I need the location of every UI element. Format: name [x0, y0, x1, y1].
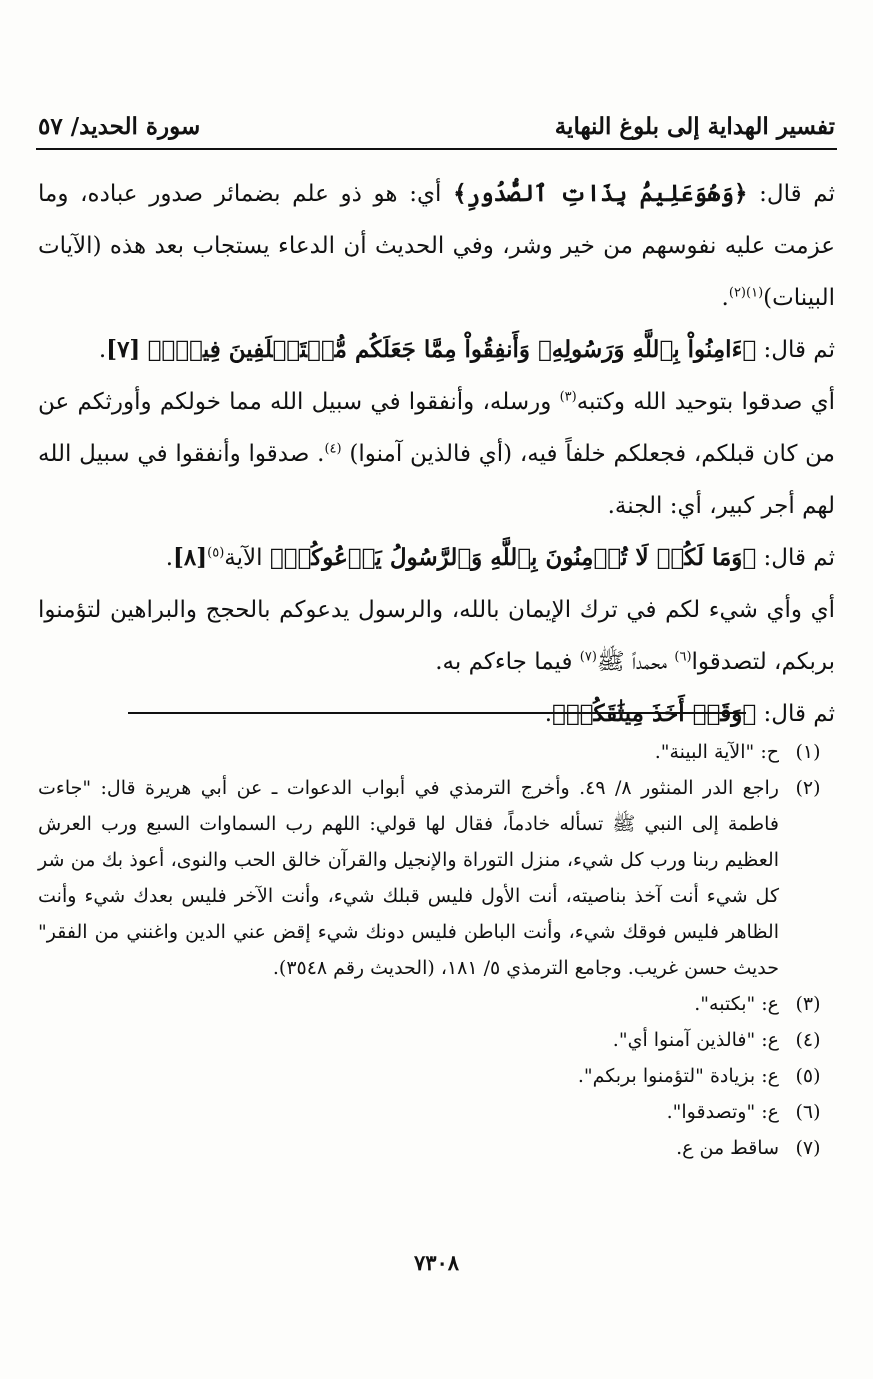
footnote-ref: (١)(٢)	[728, 285, 764, 301]
commentary: الآية	[224, 545, 270, 571]
footnote-number: (٤)	[795, 1029, 821, 1051]
footnote	[38, 1058, 837, 1094]
paragraph-2	[38, 324, 835, 376]
footnote-ref: (٧)	[579, 649, 597, 665]
footnote	[38, 1094, 837, 1130]
footnote-text: ساقط من ع.	[676, 1137, 779, 1159]
ayah-number: [٨]	[173, 544, 208, 571]
footnote-text: ع: بزيادة "لتؤمنوا بربكم".	[577, 1065, 779, 1087]
page-number: ٧٣٠٨	[413, 1250, 460, 1275]
footnote-number: (٢)	[795, 777, 821, 799]
spacer	[140, 337, 147, 363]
footnote-text: ع: "بكتبه".	[694, 993, 779, 1015]
paragraph-4	[38, 532, 835, 584]
footnote-text: راجع الدر المنثور ٨/ ٤٩. وأخرج الترمذي في أبواب الدعوات ـ عن أبي هريرة قال: "جاءت فاطمة إلى النبي ﷺ تسأله خادماً، فقال لها قولي: اللهم رب السماوات السبع ورب العرش العظيم ربنا ورب كل شيء، منزل التوراة والإنجيل والقرآن خالق الحب والنوى، أعوذ بك من شر كل شيء أنت آخذ بناصيته، أنت الأول فليس قبلك شيء، وأنت الآخر فليس بعدك شيء وأنت الظاهر فليس فوقك شيء، وأنت الباطن فليس دونك شيء إقض عني الدين واغنني من الفقر" حديث حسن غريب. وجامع الترمذي ٥/ ١٨١، (الحديث رقم ٣٥٤٨).	[38, 777, 779, 979]
quran-verse: ﴿وَقَدۡ أَخَذَ مِيثَٰقَكُمۡ﴾	[552, 700, 757, 727]
book-title: تفسير الهداية إلى بلوغ النهاية	[554, 112, 835, 140]
quran-verse: ﴿وَهُوَعَلِيمُۢ بِذَاتِ ٱلصُّدُورِ﴾	[453, 180, 748, 207]
quran-verse: ﴿وَمَا لَكُمۡ لَا تُؤۡمِنُونَ بِٱللَّهِ وَٱلرَّسُولُ يَدۡعُوكُمۡ﴾	[269, 544, 757, 571]
surah-info: سورة الحديد/ ٥٧	[38, 112, 201, 140]
footnote-divider	[128, 712, 746, 714]
lead-in: ثم قال:	[756, 337, 835, 363]
ayah-number: [٧]	[106, 336, 141, 363]
quran-verse: ﴿ءَامِنُواْ بِٱللَّهِ وَرَسُولِهِۦ وَأَنفِقُواْ مِمَّا جَعَلَكُم مُّسۡتَخۡلَفِينَ فِيهِۖ﴾	[147, 336, 757, 363]
footnote	[38, 986, 837, 1022]
footnote-text: ع: "وتصدقوا".	[666, 1101, 779, 1123]
footnote-number: (٥)	[795, 1065, 821, 1087]
commentary: ورسله، وأنفقوا في سبيل الله مما خولكم وأورثكم عن من كان قبلكم، فجعلكم خلفاً فيه، (أي فالذين آمنوا)	[38, 389, 835, 467]
footnote-number: (٣)	[795, 993, 821, 1015]
punctuation: .	[721, 285, 729, 311]
running-header	[38, 104, 835, 148]
footnote-ref: (٥)	[207, 545, 225, 561]
paragraph-1	[38, 168, 835, 324]
footnote	[38, 1022, 837, 1058]
footnote-text: ح: "الآية البينة".	[654, 741, 779, 763]
footnote-number: (١)	[795, 741, 821, 763]
commentary: أي صدقوا بتوحيد الله وكتبه	[576, 389, 835, 415]
footnote-ref: (٦)	[674, 649, 692, 665]
footnote-ref: (٣)	[559, 389, 577, 405]
lead-in: ثم قال:	[756, 701, 835, 727]
commentary: فيما جاءكم به.	[435, 649, 580, 675]
footnote	[38, 1130, 837, 1166]
commentary: أي: هو ذو علم بضمائر صدور عباده، وما عزمت عليه نفوسهم من خير وشر، وفي الحديث أن الدعاء يستجاب بعد هذه (الآيات البينات)	[38, 181, 835, 311]
footnote-ref: (٤)	[324, 441, 342, 457]
footnote	[38, 734, 837, 770]
lead-in: ثم قال:	[747, 181, 836, 207]
paragraph-5	[38, 584, 835, 688]
commentary: . صدقوا وأنفقوا في سبيل الله لهم أجر كبير، أي: الجنة.	[38, 441, 835, 519]
commentary: محمداً ﷺ	[596, 649, 675, 675]
paragraph-6	[38, 688, 835, 740]
punctuation: .	[98, 337, 107, 363]
main-text	[38, 168, 835, 740]
footnote-number: (٦)	[795, 1101, 821, 1123]
lead-in: ثم قال:	[756, 545, 835, 571]
footnotes	[38, 734, 837, 1166]
footnote-number: (٧)	[795, 1137, 821, 1159]
paragraph-3	[38, 376, 835, 532]
punctuation: .	[544, 701, 553, 727]
header-divider	[36, 148, 837, 150]
punctuation: .	[165, 545, 173, 571]
footnote	[38, 770, 837, 986]
commentary: أي وأي شيء لكم في ترك الإيمان بالله، والرسول يدعوكم بالحجج والبراهين لتؤمنوا بربكم، لتصدقوا	[38, 597, 835, 675]
footnote-text: ع: "فالذين آمنوا أي".	[612, 1029, 779, 1051]
